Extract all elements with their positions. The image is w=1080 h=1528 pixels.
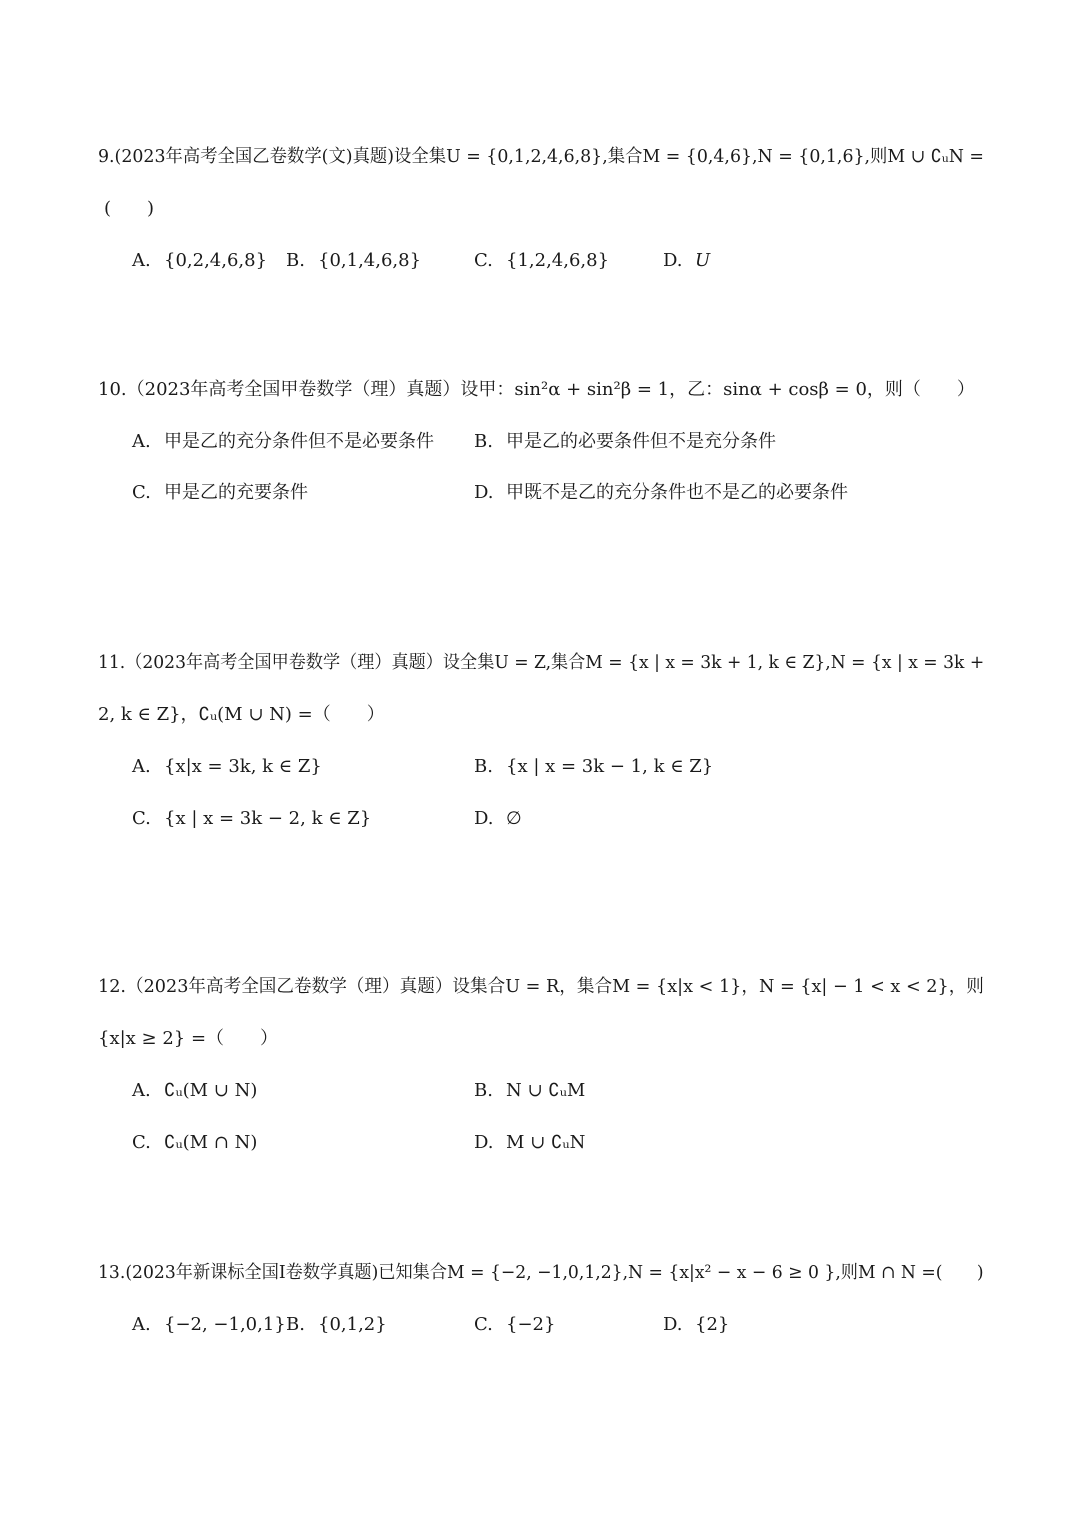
question-12-stem-line-2: {x|x ≥ 2} =（ ） (98, 1028, 279, 1049)
question-9-stem-line-1: 9.(2023年高考全国乙卷数学(文)真题)设全集U = {0,1,2,4,6,8},集合M = {0,4,6},N = {0,1,6},则M ∪ ∁ᵤN = (98, 146, 984, 167)
option-text: U (695, 250, 711, 271)
option-letter: C. (132, 1132, 151, 1153)
option-text: ∁ᵤ(M ∪ N) (164, 1080, 258, 1101)
question-12-option-d (474, 1131, 585, 1155)
option-text: {−2} (506, 1314, 556, 1335)
option-text: {0,2,4,6,8} (164, 250, 268, 271)
option-letter: C. (474, 250, 493, 271)
option-text: {x|x = 3k, k ∈ Z} (164, 756, 322, 777)
question-11-stem-line-2: 2, k ∈ Z}，∁ᵤ(M ∪ N) =（ ） (98, 704, 385, 725)
option-text: 甲是乙的充分条件但不是必要条件 (164, 431, 434, 452)
question-9-option-a (132, 249, 267, 273)
question-12-stem-line-1: 12.（2023年高考全国乙卷数学（理）真题）设集合U = R，集合M = {x|x < 1}，N = {x| − 1 < x < 2}，则 (98, 976, 984, 997)
question-12-option-c (132, 1131, 257, 1155)
option-text: {0,1,2} (318, 1314, 387, 1335)
question-12-option-b (474, 1079, 585, 1103)
option-letter: D. (663, 250, 683, 271)
question-10-option-c (132, 481, 308, 505)
question-10-option-b (474, 430, 776, 454)
question-10-option-d (474, 481, 848, 505)
question-9-option-d (663, 249, 710, 273)
question-11-option-b (474, 755, 713, 779)
option-letter: B. (286, 250, 305, 271)
option-letter: A. (132, 1314, 151, 1335)
option-letter: B. (474, 431, 493, 452)
option-letter: D. (474, 1132, 494, 1153)
option-letter: A. (132, 1080, 151, 1101)
option-text: {1,2,4,6,8} (506, 250, 610, 271)
option-letter: C. (132, 482, 151, 503)
question-9-stem-line-2: ( ) (104, 198, 155, 219)
option-text: N ∪ ∁ᵤM (506, 1080, 586, 1101)
option-letter: C. (132, 808, 151, 829)
question-11-option-d (474, 807, 522, 831)
question-13-stem: 13.(2023年新课标全国I卷数学真题)已知集合M = {−2, −1,0,1,2},N = {x|x² − x − 6 ≥ 0 },则M ∩ N =( ) (98, 1262, 984, 1283)
option-letter: D. (474, 808, 494, 829)
option-letter: A. (132, 756, 151, 777)
option-text: ∅ (506, 808, 522, 829)
question-11-stem-line-1: 11.（2023年高考全国甲卷数学（理）真题）设全集U = Z,集合M = {x | x = 3k + 1, k ∈ Z},N = {x | x = 3k + (98, 652, 985, 673)
question-13-option-c (474, 1313, 555, 1337)
option-letter: A. (132, 250, 151, 271)
option-letter: B. (474, 1080, 493, 1101)
option-text: 甲既不是乙的充分条件也不是乙的必要条件 (506, 482, 848, 503)
option-letter: B. (286, 1314, 305, 1335)
question-9-option-c (474, 249, 609, 273)
option-text: {−2, −1,0,1} (164, 1314, 286, 1335)
option-text: {x | x = 3k − 1, k ∈ Z} (506, 756, 714, 777)
option-text: {0,1,4,6,8} (318, 250, 422, 271)
option-letter: C. (474, 1314, 493, 1335)
question-13-option-b (286, 1313, 387, 1337)
option-letter: D. (663, 1314, 683, 1335)
option-text: {x | x = 3k − 2, k ∈ Z} (164, 808, 372, 829)
question-9-option-b (286, 249, 421, 273)
option-text: ∁ᵤ(M ∩ N) (164, 1132, 258, 1153)
option-text: {2} (695, 1314, 730, 1335)
option-text: 甲是乙的充要条件 (164, 482, 308, 503)
question-12-option-a (132, 1079, 257, 1103)
question-11-option-a (132, 755, 322, 779)
option-text: M ∪ ∁ᵤN (506, 1132, 586, 1153)
question-10-option-a (132, 430, 434, 454)
question-13-option-a (132, 1313, 286, 1337)
question-13-option-d (663, 1313, 729, 1337)
option-letter: B. (474, 756, 493, 777)
question-10-stem: 10.（2023年高考全国甲卷数学（理）真题）设甲：sin²α + sin²β = 1，乙：sinα + cosβ = 0，则（ ） (98, 379, 975, 400)
option-text: 甲是乙的必要条件但不是充分条件 (506, 431, 776, 452)
option-letter: A. (132, 431, 151, 452)
question-11-option-c (132, 807, 371, 831)
option-letter: D. (474, 482, 494, 503)
